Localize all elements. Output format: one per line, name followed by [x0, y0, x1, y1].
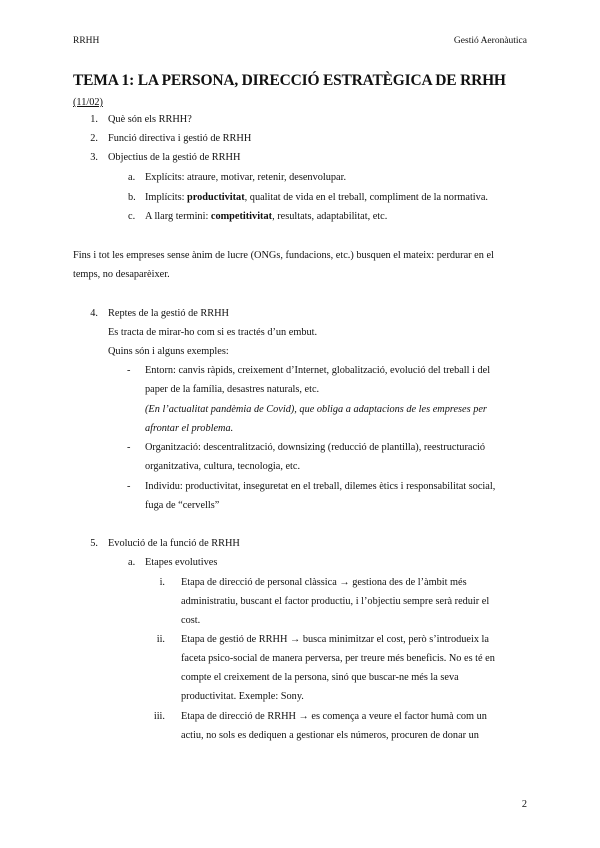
bold-term: productivitat	[187, 192, 245, 203]
bullet-line: fuga de “cervells”	[145, 500, 220, 511]
sublist-item: Implícits: productivitat, qualitat de vida en el treball, compliment de la normativa.	[145, 192, 488, 203]
bullet-dash: -	[127, 442, 131, 453]
list-number: 4.	[90, 308, 98, 319]
list-number: 5.	[90, 538, 98, 549]
stage-line: faceta psico-social de manera perversa, per treure més beneficis. No es té en	[181, 653, 495, 664]
stage-line: administratiu, buscant el factor productiu, i l’objectiu sempre serà reduir el	[181, 596, 490, 607]
sublist-letter: b.	[128, 192, 136, 203]
page-title: TEMA 1: LA PERSONA, DIRECCIÓ ESTRATÈGICA DE RRHH	[73, 72, 506, 89]
page-number: 2	[521, 799, 527, 810]
list-number: 3.	[90, 152, 98, 163]
bullet-dash: -	[127, 481, 131, 492]
stage-line: actiu, no sols es dediquen a gestionar els números, procuren de donar un	[181, 730, 479, 741]
sublist-letter: a.	[128, 172, 136, 183]
list-item: Què són els RRHH?	[108, 114, 192, 125]
stage-line: Etapa de gestió de RRHH → busca minimitzar el cost, però s’introdueix la	[181, 634, 489, 645]
bullet-line: Entorn: canvis ràpids, creixement d’Internet, globalització, evolució del treball i del	[145, 365, 491, 376]
list-number: 1.	[90, 114, 98, 125]
bullet-line: paper de la família, desastres naturals, etc.	[145, 384, 320, 395]
section-heading: Evolució de la funció de RRHH	[108, 538, 240, 549]
header-right: Gestió Aeronàutica	[453, 36, 527, 46]
text-line: Es tracta de mirar-ho com si es tractés d’un embut.	[108, 327, 318, 338]
header-left: RRHH	[73, 36, 100, 46]
roman-number: ii.	[156, 634, 165, 645]
list-number: 2.	[90, 133, 98, 144]
stage-line: Etapa de direcció de personal clàssica → gestiona des de l’àmbit més	[181, 577, 467, 588]
paragraph-line: temps, no desaparèixer.	[73, 269, 170, 280]
bullet-line: organitzativa, cultura, tecnologia, etc.	[145, 461, 301, 472]
bold-term: competitivitat	[210, 211, 273, 222]
bullet-line: Individu: productivitat, inseguretat en el treball, dilemes ètics i responsabilitat social,	[145, 481, 496, 492]
stage-line: Etapa de direcció de RRHH → es comença a veure el factor humà com un	[181, 711, 487, 722]
bullet-note: (En l’actualitat pandèmia de Covid), que obliga a adaptacions de les empreses per	[145, 404, 487, 415]
list-item: Funció directiva i gestió de RRHH	[108, 133, 252, 144]
stage-line: cost.	[181, 615, 201, 626]
bullet-note: afrontar el problema.	[145, 423, 234, 434]
bullet-dash: -	[127, 365, 131, 376]
sublist-letter: c.	[128, 211, 136, 222]
sublist-item: Etapes evolutives	[145, 557, 218, 568]
section-heading: Reptes de la gestió de RRHH	[108, 308, 229, 319]
paragraph-line: Fins i tot les empreses sense ànim de lucre (ONGs, fundacions, etc.) busquen el mateix: perdurar en el	[73, 250, 494, 261]
sublist-item: Explícits: atraure, motivar, retenir, desenvolupar.	[145, 172, 347, 183]
bullet-line: Organització: descentralització, downsizing (reducció de plantilla), reestructuració	[145, 442, 486, 453]
stage-line: productivitat. Exemple: Sony.	[181, 691, 304, 702]
sublist-item: A llarg termini: competitivitat, resultats, adaptabilitat, etc.	[145, 211, 388, 222]
roman-number: iii.	[153, 711, 165, 722]
list-item: Objectius de la gestió de RRHH	[108, 152, 241, 163]
roman-number: i.	[159, 577, 165, 588]
sublist-letter: a.	[128, 557, 136, 568]
text-line: Quins són i alguns exemples:	[108, 346, 229, 357]
stage-line: compte el creixement de la persona, sinó que buscar-ne més la seva	[181, 672, 459, 683]
date: (11/02)	[73, 97, 103, 108]
